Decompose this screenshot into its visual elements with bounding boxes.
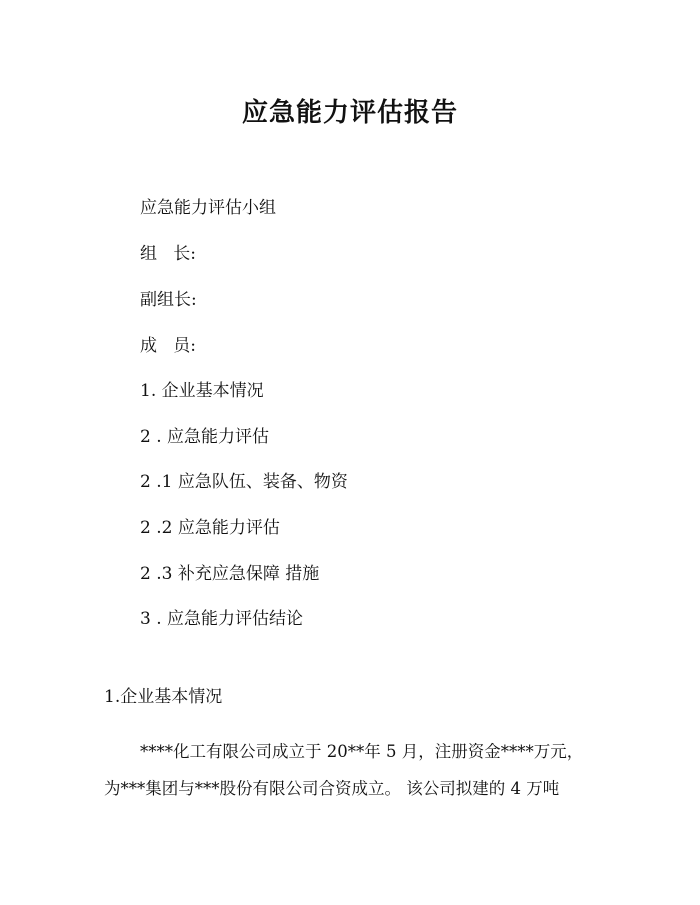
toc-line-section-2-3: 2 .3 补充应急保障 措施: [140, 564, 320, 584]
body-paragraph: [104, 733, 604, 807]
toc-line-section-2: 2 . 应急能力评估: [140, 427, 270, 447]
paragraph-line: ****化工有限公司成立于 20**年 5 月，注册资金****万元，: [140, 742, 584, 761]
toc-line-section-1: 1. 企业基本情况: [140, 381, 264, 401]
toc-line-evaluation-group: 应急能力评估小组: [140, 198, 276, 218]
section-heading: 1.企业基本情况: [104, 687, 223, 707]
toc-line-group-leader: 组 长:: [140, 244, 196, 264]
toc-line-section-3: 3 . 应急能力评估结论: [140, 609, 304, 629]
toc-line-members: 成 员:: [140, 336, 196, 356]
paragraph-line: 为***集团与***股份有限公司合资成立。 该公司拟建的 4 万吨: [104, 779, 560, 798]
toc-line-section-2-2: 2 .2 应急能力评估: [140, 518, 280, 538]
toc-line-deputy-leader: 副组长:: [140, 290, 197, 310]
document-title: 应急能力评估报告: [241, 98, 458, 128]
toc-line-section-2-1: 2 .1 应急队伍、装备、物资: [140, 472, 348, 492]
